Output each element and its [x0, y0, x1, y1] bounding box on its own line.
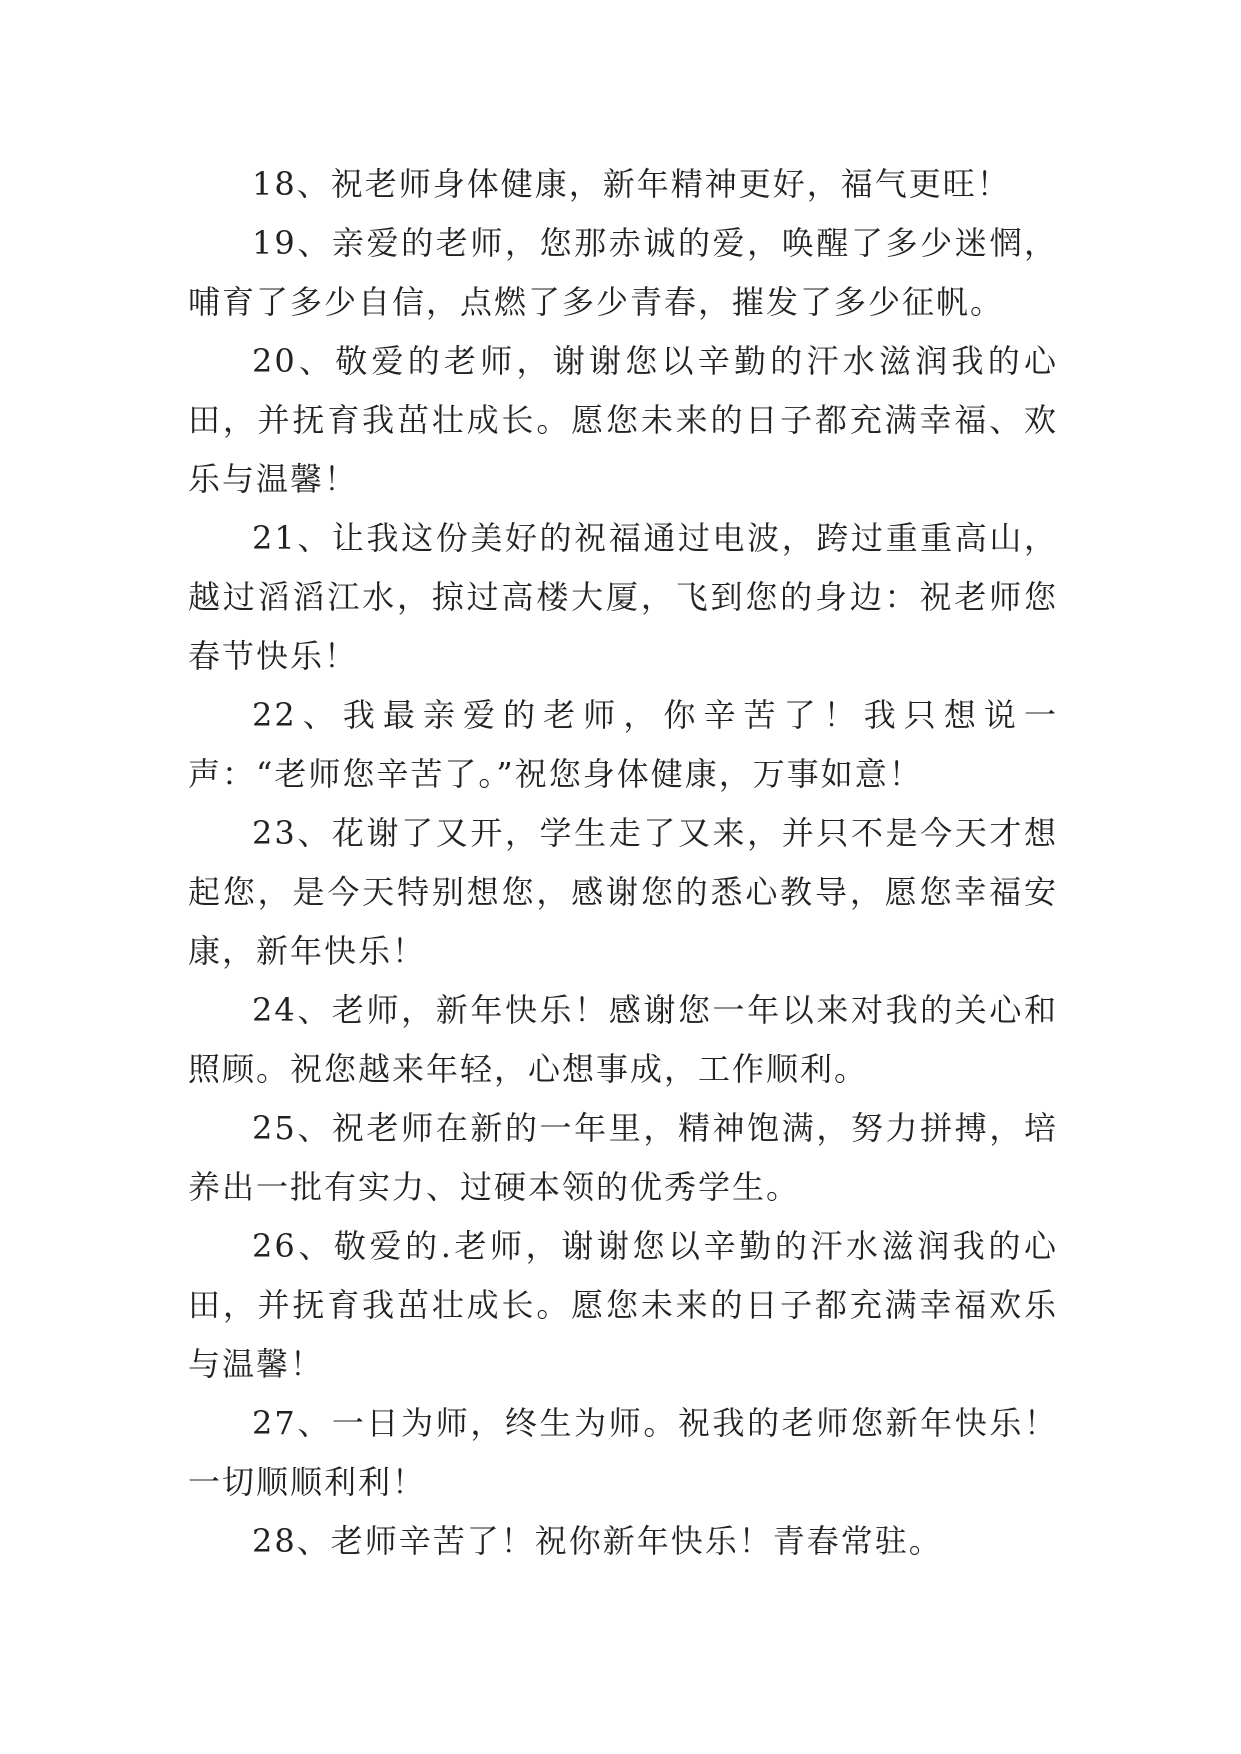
- paragraph-19: 19、亲爱的老师，您那赤诚的爱，唤醒了多少迷惘，哺育了多少自信，点燃了多少青春，摧发了多少征帆。: [188, 224, 1058, 321]
- document-body: [188, 155, 1058, 1571]
- paragraph-20: 20、敬爱的老师，谢谢您以辛勤的汗水滋润我的心田，并抚育我茁壮成长。愿您未来的日子都充满幸福、欢乐与温馨！: [188, 342, 1058, 498]
- paragraph-21: 21、让我这份美好的祝福通过电波，跨过重重高山，越过滔滔江水，掠过高楼大厦，飞到您的身边：祝老师您春节快乐！: [188, 519, 1058, 675]
- paragraph-26: 26、敬爱的.老师，谢谢您以辛勤的汗水滋润我的心田，并抚育我茁壮成长。愿您未来的日子都充满幸福欢乐与温馨！: [188, 1227, 1058, 1383]
- paragraph-23: 23、花谢了又开，学生走了又来，并只不是今天才想起您，是今天特别想您，感谢您的悉心教导，愿您幸福安康，新年快乐！: [188, 814, 1058, 970]
- paragraph-24: 24、老师，新年快乐！感谢您一年以来对我的关心和照顾。祝您越来年轻，心想事成，工作顺利。: [188, 991, 1058, 1088]
- paragraph-18: 18、祝老师身体健康，新年精神更好，福气更旺！: [252, 165, 1011, 203]
- paragraph-28: 28、老师辛苦了！祝你新年快乐！青春常驻。: [252, 1522, 943, 1560]
- paragraph-22: 22、我最亲爱的老师，你辛苦了！我只想说一声：“老师您辛苦了。”祝您身体健康，万事如意！: [188, 696, 1058, 793]
- paragraph-27: 27、一日为师，终生为师。祝我的老师您新年快乐！一切顺顺利利！: [188, 1404, 1058, 1501]
- paragraph-25: 25、祝老师在新的一年里，精神饱满，努力拼搏，培养出一批有实力、过硬本领的优秀学生。: [188, 1109, 1058, 1206]
